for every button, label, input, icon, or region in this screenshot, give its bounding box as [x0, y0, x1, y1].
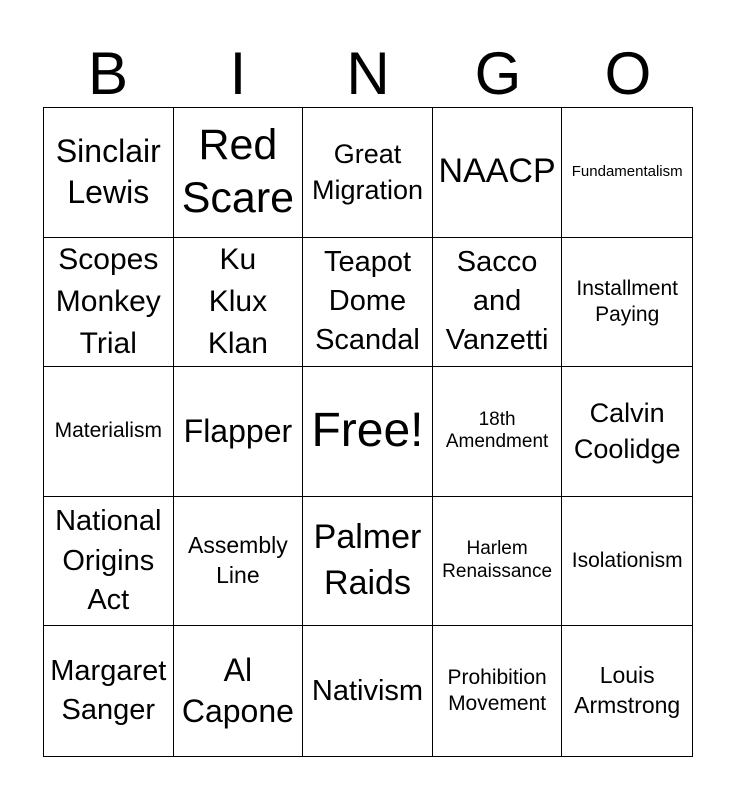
- bingo-cell-r4-c0[interactable]: Margaret Sanger: [44, 626, 174, 756]
- header-letter-b: B: [87, 40, 129, 107]
- bingo-header: [43, 40, 693, 108]
- header-letter-g: G: [474, 40, 522, 107]
- bingo-cell-r0-c1[interactable]: Red Scare: [174, 108, 304, 238]
- bingo-cell-r2-c2-free[interactable]: Free!: [303, 367, 433, 497]
- bingo-cell-r0-c0[interactable]: Sinclair Lewis: [44, 108, 174, 238]
- bingo-cell-r2-c4[interactable]: Calvin Coolidge: [562, 367, 692, 497]
- bingo-cell-r0-c2[interactable]: Great Migration: [303, 108, 433, 238]
- bingo-cell-r2-c3[interactable]: 18th Amendment: [433, 367, 563, 497]
- bingo-cell-r2-c0[interactable]: Materialism: [44, 367, 174, 497]
- bingo-cell-r3-c0[interactable]: National Origins Act: [44, 497, 174, 627]
- bingo-cell-r4-c3[interactable]: Prohibition Movement: [433, 626, 563, 756]
- bingo-cell-r1-c1[interactable]: Ku Klux Klan: [174, 238, 304, 368]
- bingo-cell-r3-c3[interactable]: Harlem Renaissance: [433, 497, 563, 627]
- header-letter-i: I: [229, 40, 247, 107]
- bingo-cell-r4-c2[interactable]: Nativism: [303, 626, 433, 756]
- header-letter-n: N: [346, 40, 390, 107]
- bingo-cell-r1-c3[interactable]: Sacco and Vanzetti: [433, 238, 563, 368]
- bingo-cell-r3-c4[interactable]: Isolationism: [562, 497, 692, 627]
- bingo-cell-r1-c0[interactable]: Scopes Monkey Trial: [44, 238, 174, 368]
- bingo-cell-r4-c4[interactable]: Louis Armstrong: [574, 662, 681, 719]
- bingo-cell-r1-c2[interactable]: Teapot Dome Scandal: [303, 238, 433, 368]
- header-letter-o: O: [604, 40, 652, 107]
- bingo-board: [43, 107, 693, 757]
- bingo-cell-r2-c1[interactable]: Flapper: [174, 367, 304, 497]
- bingo-cell-r0-c4[interactable]: Fundamentalism: [562, 108, 692, 238]
- bingo-cell-r1-c4[interactable]: Installment Paying: [562, 238, 692, 368]
- bingo-cell-r3-c1[interactable]: Assembly Line: [174, 497, 304, 627]
- bingo-cell-r4-c1[interactable]: Al Capone: [174, 626, 304, 756]
- bingo-cell-r3-c2[interactable]: Palmer Raids: [303, 497, 433, 627]
- bingo-cell-r0-c3[interactable]: NAACP: [433, 108, 563, 238]
